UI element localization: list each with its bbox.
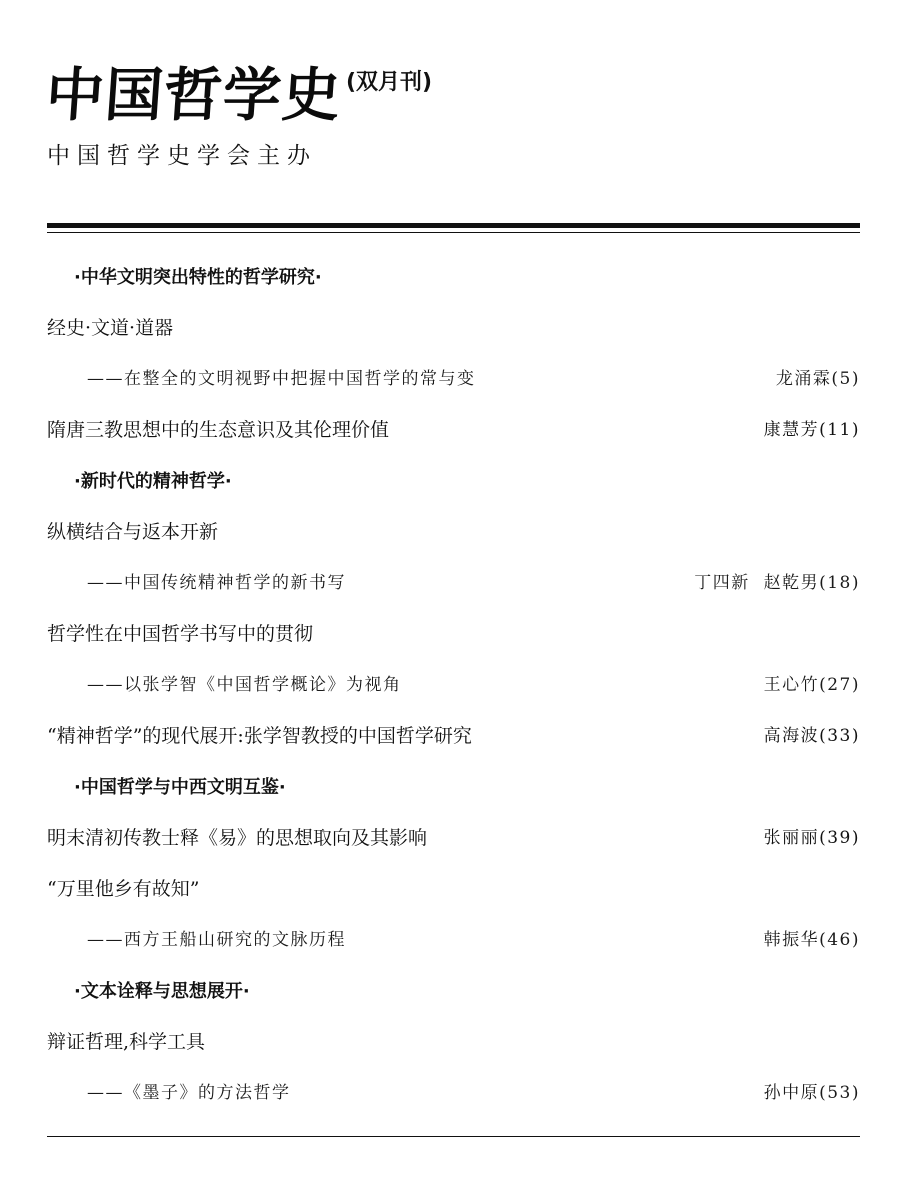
- article-title-text: 隋唐三教思想中的生态意识及其伦理价值: [47, 419, 390, 441]
- author-page: 王心竹(27): [763, 675, 860, 695]
- author-page: 丁四新 赵乾男(18): [694, 573, 860, 593]
- author-page: 孙中原(53): [763, 1083, 860, 1103]
- author-page: 高海波(33): [763, 726, 860, 746]
- publication-frequency: (双月刊): [346, 70, 433, 95]
- article-subtitle-text: ——西方王船山研究的文脉历程: [87, 930, 346, 950]
- author-page: 张丽丽(39): [763, 828, 860, 848]
- author-page: 龙涌霖(5): [775, 369, 860, 389]
- article-title-text: 辩证哲理,科学工具: [47, 1031, 206, 1053]
- toc-article-title[interactable]: [47, 405, 860, 456]
- article-title-text: “精神哲学”的现代展开:张学智教授的中国哲学研究: [47, 725, 472, 747]
- toc-section-heading: [47, 456, 860, 507]
- toc-article-title[interactable]: [47, 864, 860, 915]
- toc-article-subtitle[interactable]: [47, 915, 860, 966]
- article-subtitle-text: ——以张学智《中国哲学概论》为视角: [87, 675, 402, 695]
- section-heading-text: ·中国哲学与中西文明互鉴·: [74, 777, 286, 798]
- toc-article-subtitle[interactable]: [47, 558, 860, 609]
- toc-section-heading: [47, 966, 860, 1017]
- article-title-text: 纵横结合与返本开新: [47, 521, 219, 543]
- masthead: [43, 61, 860, 132]
- sponsor-line: 中国哲学史学会主办: [47, 143, 317, 169]
- article-title-text: 明末清初传教士释《易》的思想取向及其影响: [47, 827, 428, 849]
- toc-article-title[interactable]: [47, 813, 860, 864]
- author-page: 韩振华(46): [763, 930, 860, 950]
- journal-title: 中国哲学史: [43, 61, 344, 129]
- toc-article-title[interactable]: [47, 711, 860, 762]
- article-subtitle-text: ——中国传统精神哲学的新书写: [87, 573, 346, 593]
- article-title-text: “万里他乡有故知”: [47, 878, 200, 900]
- article-subtitle-text: ——在整全的文明视野中把握中国哲学的常与变: [87, 369, 476, 389]
- author-page: 康慧芳(11): [763, 420, 860, 440]
- section-heading-text: ·中华文明突出特性的哲学研究·: [74, 267, 322, 288]
- section-heading-text: ·新时代的精神哲学·: [74, 471, 232, 492]
- toc-article-subtitle[interactable]: [47, 354, 860, 405]
- table-of-contents: [47, 252, 860, 1119]
- footer-rule: [47, 1136, 860, 1137]
- toc-article-title[interactable]: [47, 507, 860, 558]
- toc-section-heading: [47, 252, 860, 303]
- article-title-text: 经史·文道·道器: [47, 317, 174, 339]
- toc-section-heading: [47, 762, 860, 813]
- toc-article-title[interactable]: [47, 1017, 860, 1068]
- header-rule-thin: [47, 232, 860, 233]
- toc-article-title[interactable]: [47, 303, 860, 354]
- article-title-text: 哲学性在中国哲学书写中的贯彻: [47, 623, 314, 645]
- toc-article-subtitle[interactable]: [47, 1068, 860, 1119]
- toc-article-subtitle[interactable]: [47, 660, 860, 711]
- header-rule-thick: [47, 223, 860, 228]
- article-subtitle-text: ——《墨子》的方法哲学: [87, 1083, 291, 1103]
- section-heading-text: ·文本诠释与思想展开·: [74, 981, 250, 1002]
- toc-article-title[interactable]: [47, 609, 860, 660]
